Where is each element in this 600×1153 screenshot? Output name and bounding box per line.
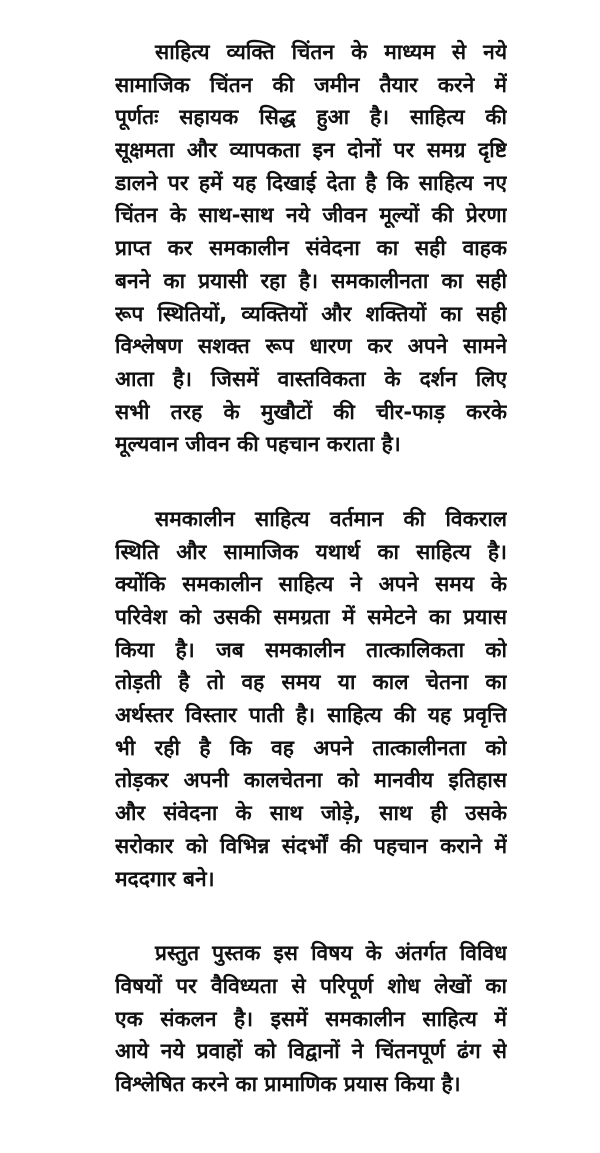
text-line: सभी तरह के मुखौटों की चीर-फाड़ करके (115, 399, 507, 424)
text-line: विश्लेषण सशक्त रूप धारण कर अपने सामने (115, 334, 507, 359)
text-line: समकालीन साहित्य वर्तमान की विकराल (155, 506, 507, 531)
text-line: एक संकलन है। इसमें समकालीन साहित्य में (115, 1006, 507, 1031)
text-line: मूल्यवान जीवन की पहचान कराता है। (115, 432, 401, 457)
text-line: साहित्य व्यक्ति चिंतन के माध्यम से नये (155, 40, 507, 64)
text-line: आये नये प्रवाहों को विद्वानों ने चिंतनपूर्ण ढंग से (115, 1039, 507, 1064)
text-line: मददगार बने। (115, 866, 215, 891)
text-line: तोड़कर अपनी कालचेतना को मानवीय इतिहास (115, 768, 507, 793)
text-line: चिंतन के साथ-साथ नये जीवन मूल्यों की प्रेरणा (115, 203, 507, 228)
paragraph (115, 937, 507, 1100)
text-line: डालने पर हमें यह दिखाई देता है कि साहित्य नए (115, 170, 507, 195)
text-line: सूक्षमता और व्यापकता इन दोनों पर समग्र दृष्टि (115, 138, 507, 163)
text-line: अर्थस्तर विस्तार पाती है। साहित्य की यह प्रवृत्ति (115, 703, 507, 728)
text-line: बनने का प्रयासी रहा है। समकालीनता का सही (115, 268, 507, 293)
text-line: आता है। जिसमें वास्तविकता के दर्शन लिए (115, 366, 507, 391)
text-line: क्योंकि समकालीन साहित्य ने अपने समय के (115, 572, 507, 597)
text-line: स्थिति और सामाजिक यथार्थ का साहित्य है। (115, 539, 507, 564)
paragraph (115, 503, 507, 895)
document-body (115, 36, 507, 1143)
text-line: प्राप्त कर समकालीन संवेदना का सही वाहक (115, 236, 507, 261)
paragraph (115, 36, 507, 461)
text-line: सामाजिक चिंतन की जमीन तैयार करने में (115, 72, 507, 97)
text-line: विश्लेषित करने का प्रामाणिक प्रयास किया है। (115, 1071, 461, 1096)
text-line: सरोकार को विभिन्न संदर्भों की पहचान कराने में (115, 833, 507, 858)
text-line: और संवेदना के साथ जोड़े, साथ ही उसके (115, 801, 507, 826)
text-line: विषयों पर वैविध्यता से परिपूर्ण शोध लेखों का (115, 973, 507, 998)
text-line: रूप स्थितियों, व्यक्तियों और शक्तियों का सही (115, 301, 507, 326)
text-line: पूर्णतः सहायक सिद्ध हुआ है। साहित्य की (115, 105, 507, 130)
text-line: किया है। जब समकालीन तात्कालिकता को (115, 637, 507, 662)
text-line: भी रही है कि वह अपने तात्कालीनता को (115, 735, 507, 760)
text-line: प्रस्तुत पुस्तक इस विषय के अंतर्गत विविध (155, 941, 507, 966)
text-line: परिवेश को उसकी समग्रता में समेटने का प्रयास (115, 605, 507, 629)
text-line: तोड़ती है तो वह समय या काल चेतना का (115, 670, 507, 695)
